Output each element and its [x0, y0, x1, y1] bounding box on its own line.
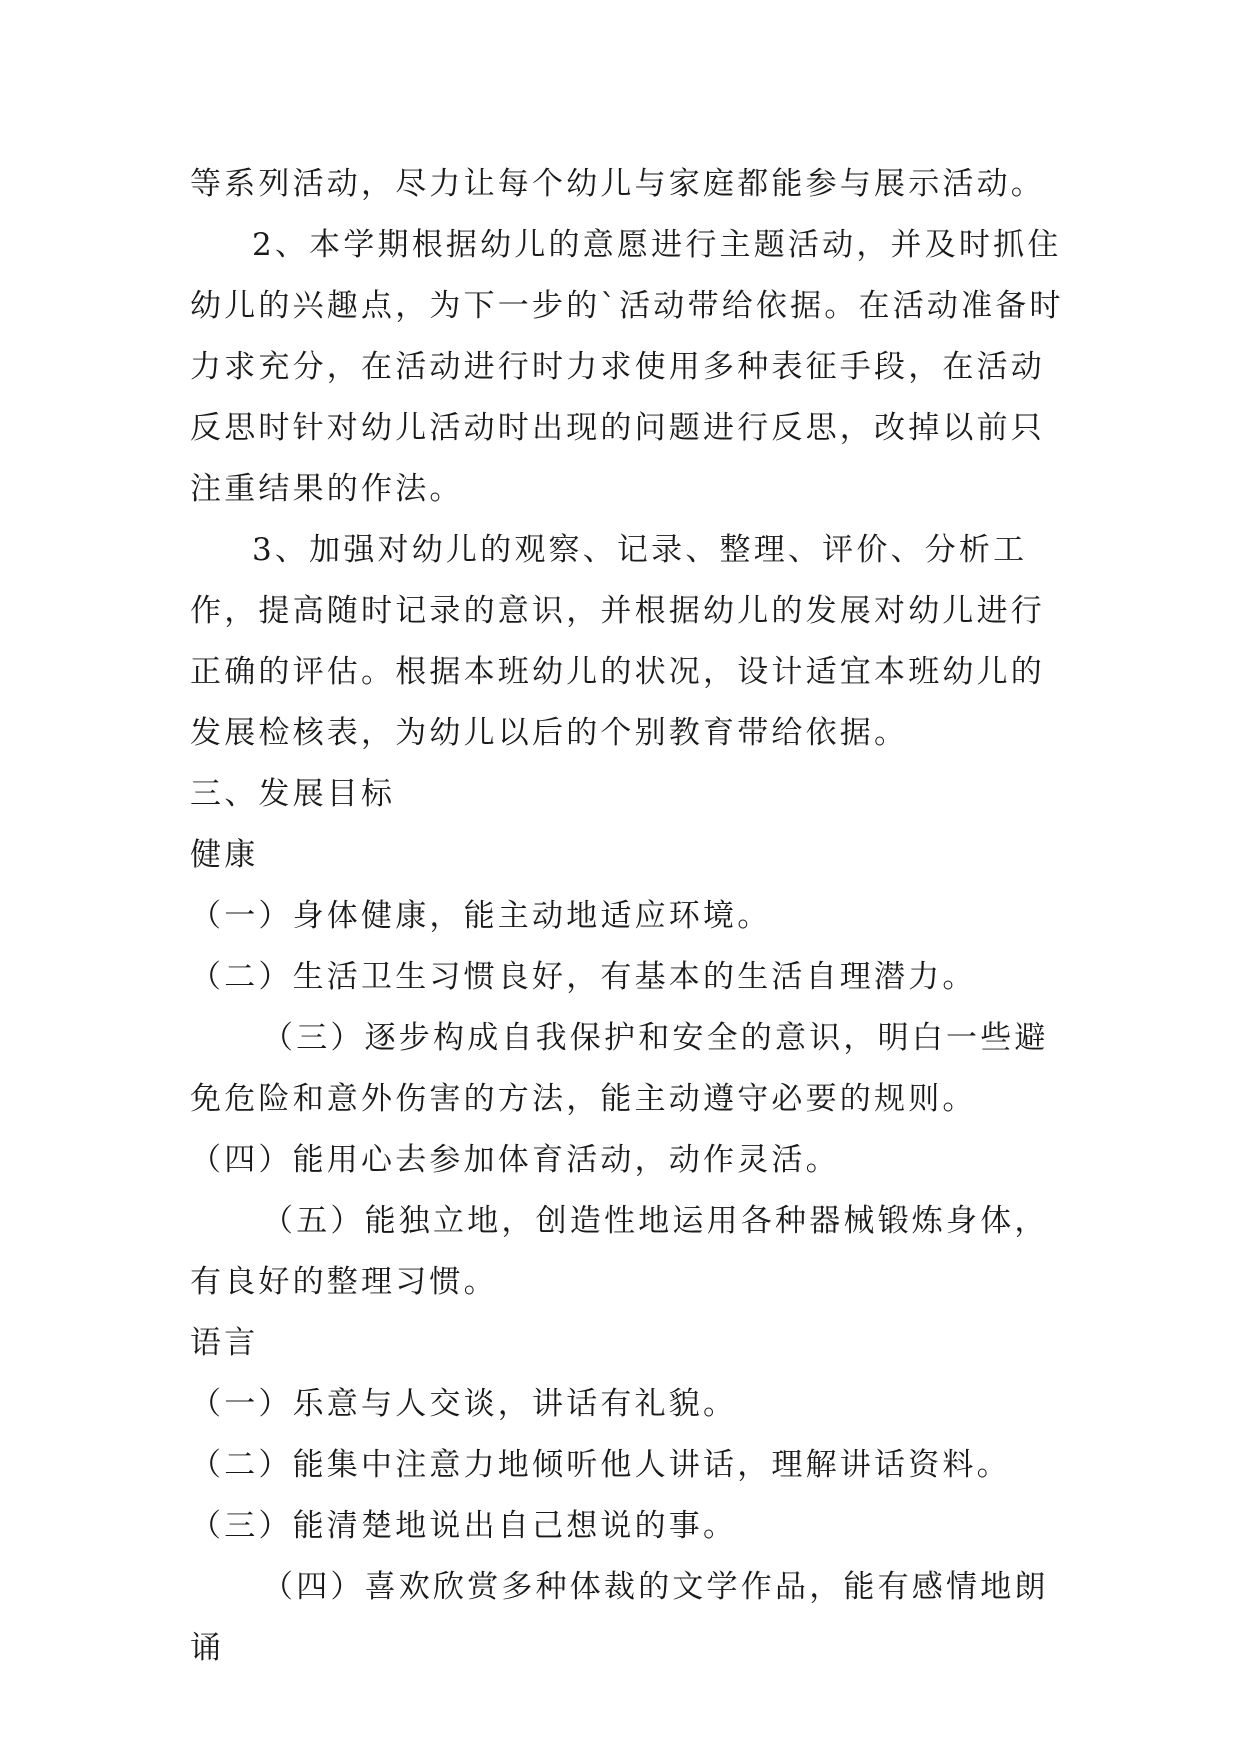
document-body [190, 154, 1070, 1679]
paragraph-item-3: 3、加强对幼儿的观察、记录、整理、评价、分析工作，提高随时记录的意识，并根据幼儿的发展对幼儿进行正确的评估。根据本班幼儿的状况，设计适宜本班幼儿的发展检核表，为幼儿以后的个别教育带给依据。 [190, 532, 1045, 751]
section-heading-goals: 三、发展目标 [190, 776, 396, 812]
health-goal-5: （五）能独立地，创造性地运用各种器械锻炼身体，有良好的整理习惯。 [190, 1203, 1049, 1300]
paragraph-item-2: 2、本学期根据幼儿的意愿进行主题活动，并及时抓住幼儿的兴趣点，为下一步的`活动带给依据。在活动准备时力求充分，在活动进行时力求使用多种表征手段，在活动反思时针对幼儿活动时出现的问题进行反思，改掉以前只注重结果的作法。 [190, 227, 1064, 507]
subheading-language: 语言 [190, 1325, 259, 1361]
language-goal-1: （一）乐意与人交谈，讲话有礼貌。 [190, 1386, 738, 1422]
subheading-health: 健康 [190, 837, 259, 873]
language-goal-4: （四）喜欢欣赏多种体裁的文学作品，能有感情地朗诵 [190, 1569, 1049, 1666]
paragraph-continuation: 等系列活动，尽力让每个幼儿与家庭都能参与展示活动。 [190, 166, 1045, 202]
language-goal-3: （三）能清楚地说出自己想说的事。 [190, 1508, 738, 1544]
health-goal-2: （二）生活卫生习惯良好，有基本的生活自理潜力。 [190, 959, 977, 995]
health-goal-3: （三）逐步构成自我保护和安全的意识，明白一些避免危险和意外伤害的方法，能主动遵守必要的规则。 [190, 1020, 1049, 1117]
language-goal-2: （二）能集中注意力地倾听他人讲话，理解讲话资料。 [190, 1447, 1011, 1483]
health-goal-1: （一）身体健康，能主动地适应环境。 [190, 898, 772, 934]
health-goal-4: （四）能用心去参加体育活动，动作灵活。 [190, 1142, 840, 1178]
